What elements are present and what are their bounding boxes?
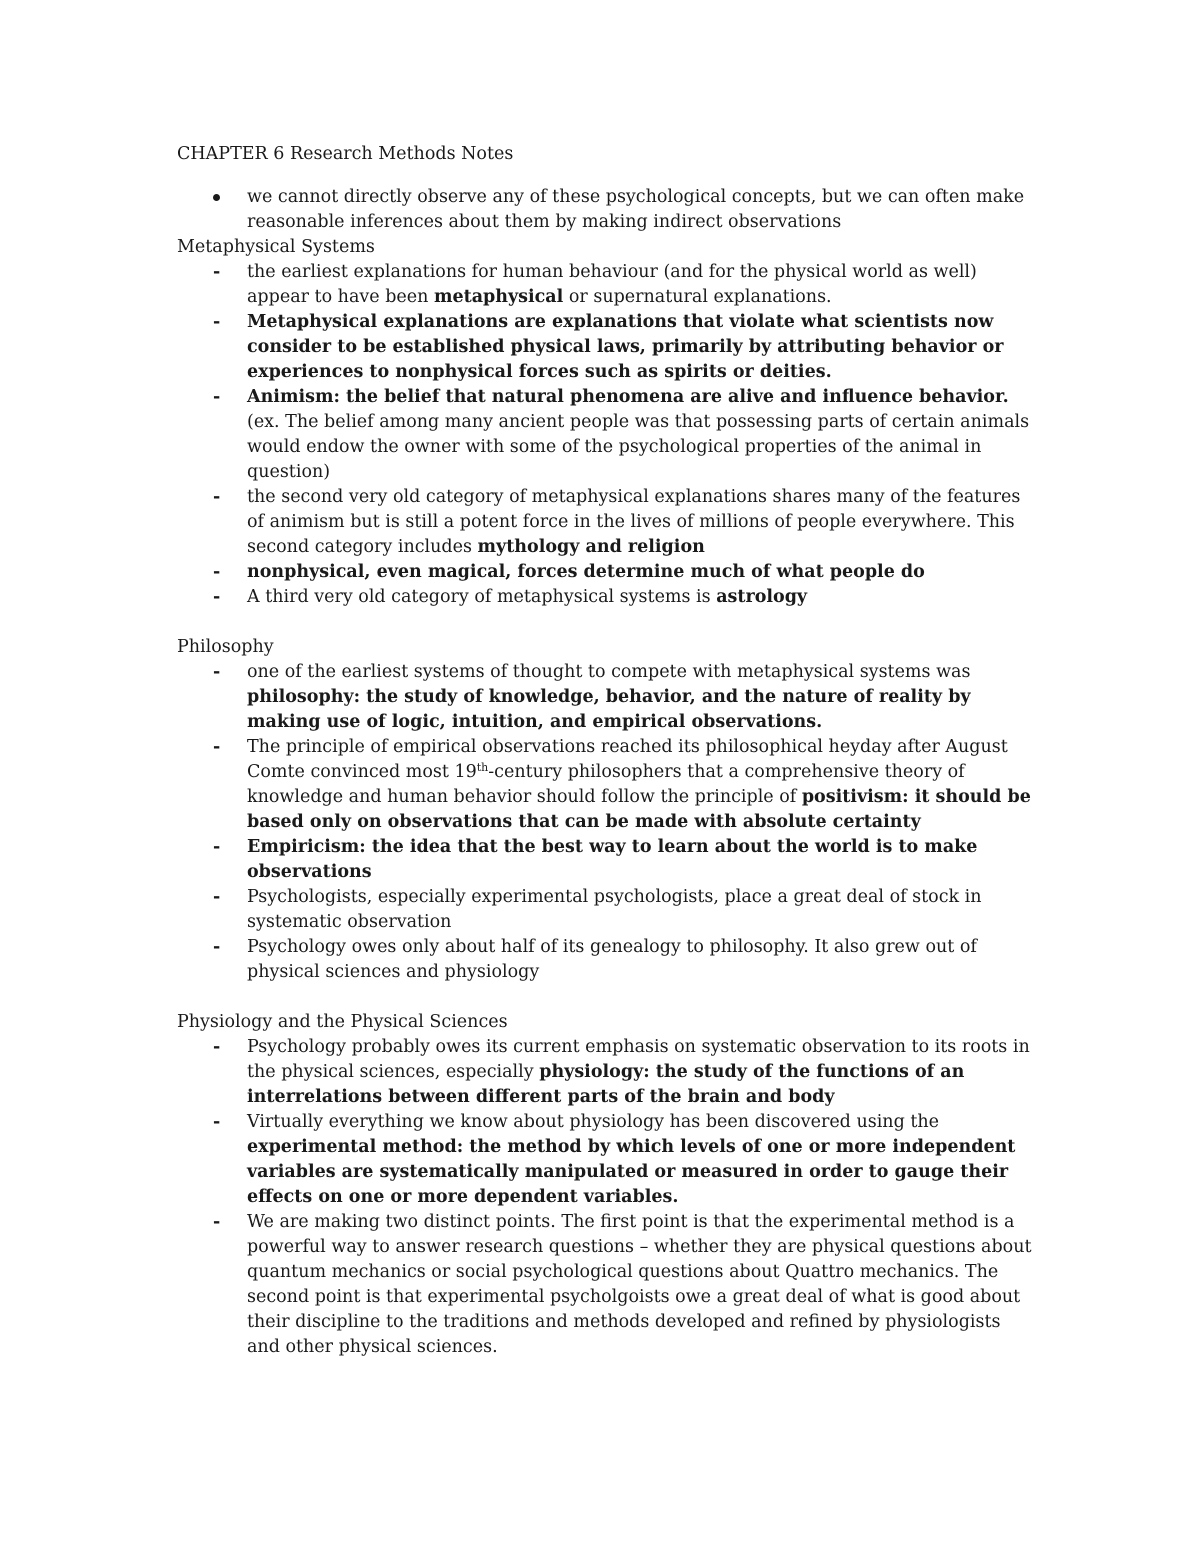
- intro-list: [177, 185, 1037, 235]
- document-title: CHAPTER 6 Research Methods Notes: [177, 144, 514, 164]
- item-bold-text: physiology: the study of the functions of an interrelations between different parts of the brain and body: [247, 1062, 965, 1107]
- item-bold-text: Animism: the belief that natural phenomena are alive and influence behavior.: [247, 387, 1009, 407]
- item-text: Psychology owes only about half of its genealogy to philosophy. It also grew out of physical sciences and physiology: [247, 937, 977, 982]
- document-body: [177, 142, 1037, 1360]
- item-text: one of the earliest systems of thought to compete with metaphysical systems was: [247, 662, 971, 682]
- item-text: Virtually everything we know about physiology has been discovered using the: [247, 1112, 939, 1132]
- list-item: [177, 1210, 1037, 1360]
- metaphysical-list: [177, 260, 1037, 610]
- item-bold-text: nonphysical, even magical, forces determine much of what people do: [247, 562, 925, 582]
- philosophy-list: [177, 660, 1037, 985]
- list-item: [177, 885, 1037, 935]
- intro-text: we cannot directly observe any of these psychological concepts, but we can often make reasonable inferences about them by making indirect observations: [247, 187, 1025, 232]
- blank-line: [177, 985, 1037, 1010]
- section-heading-philosophy: Philosophy: [177, 637, 274, 657]
- item-text: A third very old category of metaphysical systems is: [247, 587, 717, 607]
- blank-line: [177, 610, 1037, 635]
- list-item: [177, 1110, 1037, 1210]
- list-item: [177, 835, 1037, 885]
- item-text: Psychologists, especially experimental psychologists, place a great deal of stock in systematic observation: [247, 887, 982, 932]
- list-item: [177, 1035, 1037, 1110]
- list-item: [177, 735, 1037, 835]
- section-heading-metaphysical-systems: Metaphysical Systems: [177, 237, 375, 257]
- section-heading-physiology: Physiology and the Physical Sciences: [177, 1012, 508, 1032]
- item-bold-text: astrology: [716, 587, 808, 607]
- list-item: [177, 385, 1037, 485]
- item-text: the second very old category of metaphysical explanations shares many of the features of animism but is still a potent force in the lives of millions of people everywhere. This second category includes: [247, 487, 1021, 557]
- list-item: [177, 560, 1037, 585]
- item-text: Psychology probably owes its current emphasis on systematic observation to its roots in the physical sciences, especially: [247, 1037, 1030, 1082]
- intro-item: [177, 185, 1037, 235]
- item-bold-text: experimental method: the method by which levels of one or more independent variables are systematically manipulated or measured in order to gauge their effects on one or more dependent variables.: [247, 1137, 1016, 1207]
- list-item: [177, 485, 1037, 560]
- item-text: We are making two distinct points. The first point is that the experimental method is a powerful way to answer research questions – whether they are physical questions about quantum mechanics or social psychological questions about Quattro mechanics. The second point is that experimental psycholgoists owe a great deal of what is good about their discipline to the traditions and methods developed and refined by physiologists and other physical sciences.: [247, 1212, 1032, 1357]
- item-text: or supernatural explanations.: [563, 287, 832, 307]
- list-item: [177, 660, 1037, 735]
- list-item: [177, 260, 1037, 310]
- item-bold-text: metaphysical: [433, 287, 564, 307]
- item-bold-text: philosophy: the study of knowledge, behavior, and the nature of reality by making use of logic, intuition, and empirical observations.: [247, 687, 971, 732]
- item-text: The principle of empirical observations reached its philosophical heyday after August Comte convinced most 19: [247, 737, 1008, 782]
- physiology-list: [177, 1035, 1037, 1360]
- item-bold-text: mythology and religion: [477, 537, 705, 557]
- list-item: [177, 585, 1037, 610]
- list-item: [177, 310, 1037, 385]
- superscript: th: [476, 761, 489, 774]
- item-text: (ex. The belief among many ancient people was that possessing parts of certain animals would endow the owner with some of the psychological properties of the animal in question): [247, 412, 1030, 482]
- list-item: [177, 935, 1037, 985]
- item-text: -century philosophers that a comprehensive theory of knowledge and human behavior should follow the principle of: [247, 762, 965, 807]
- item-text: the earliest explanations for human behaviour (and for the physical world as well) appear to have been: [247, 262, 977, 307]
- item-bold-text: Empiricism: the idea that the best way to learn about the world is to make observations: [247, 837, 978, 882]
- item-bold-text: positivism: it should be based only on observations that can be made with absolute certainty: [247, 787, 1031, 832]
- item-bold-text: Metaphysical explanations are explanations that violate what scientists now consider to be established physical laws, primarily by attributing behavior or experiences to nonphysical forces such as spirits or deities.: [247, 312, 1004, 382]
